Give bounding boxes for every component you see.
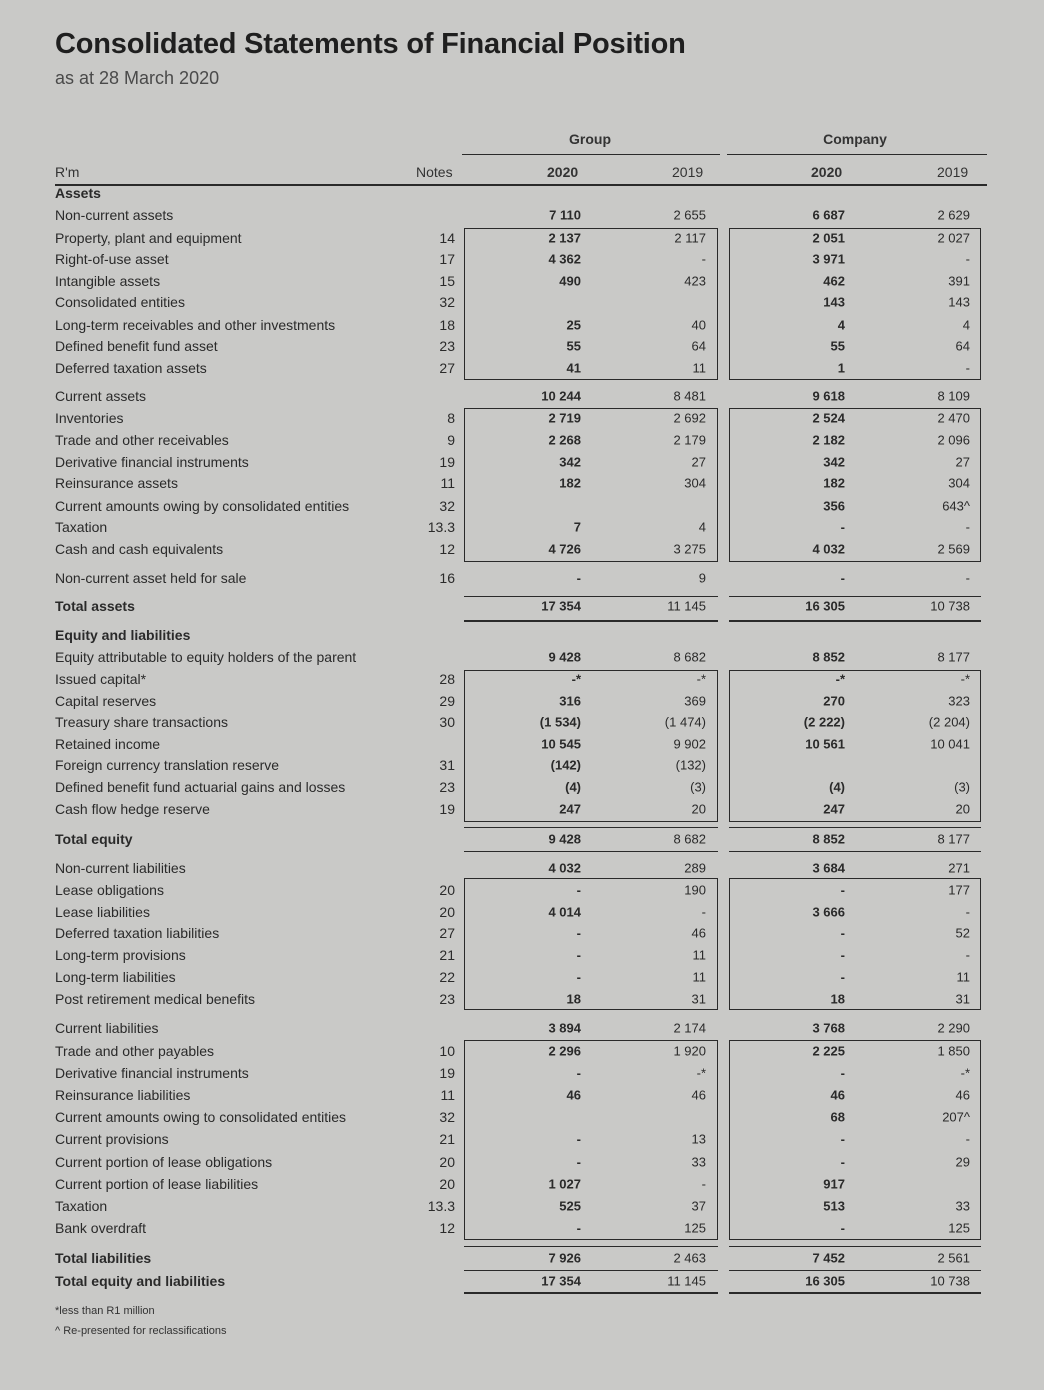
row-note: 20 <box>439 882 455 898</box>
year-header-company-2020: 2020 <box>811 164 843 180</box>
row-label: Treasury share transactions <box>55 714 228 730</box>
row-value-company-2020: 143 <box>823 294 845 310</box>
row-value-group-2020: 490 <box>559 273 581 289</box>
currency-label: R'm <box>55 164 80 180</box>
row-label: Current liabilities <box>55 1020 159 1036</box>
row-note: 20 <box>439 1154 455 1170</box>
row-value-group-2020: 3 894 <box>548 1020 581 1036</box>
row-value-group-2019: 369 <box>684 693 706 709</box>
row-value-company-2019: -* <box>960 671 970 687</box>
row-value-group-2020: 342 <box>559 454 581 470</box>
row-label: Reinsurance assets <box>55 475 178 491</box>
row-value-company-2020: - <box>840 882 845 898</box>
row-value-group-2019: (132) <box>675 757 706 773</box>
year-header-group-2019: 2019 <box>672 164 704 180</box>
row-note: 19 <box>439 454 455 470</box>
subtotal-box <box>464 228 718 380</box>
row-label: Consolidated entities <box>55 294 185 310</box>
row-label: Issued capital* <box>55 671 147 687</box>
total-rule <box>464 851 718 852</box>
row-label: Current assets <box>55 388 147 404</box>
row-label: Inventories <box>55 410 124 426</box>
row-value-company-2020: - <box>840 1154 845 1170</box>
row-label: Taxation <box>55 519 108 535</box>
row-value-group-2019: 27 <box>691 454 706 470</box>
row-value-group-2020: (1 534) <box>539 714 581 730</box>
row-note: 8 <box>447 410 455 426</box>
total-rule <box>464 1292 718 1294</box>
row-value-company-2019: 304 <box>948 475 970 491</box>
row-value-group-2019: 9 <box>698 570 706 586</box>
page-subtitle: as at 28 March 2020 <box>55 68 220 88</box>
row-value-company-2020: 3 768 <box>812 1020 845 1036</box>
row-value-group-2019: 46 <box>691 925 706 941</box>
row-value-group-2019: 1 920 <box>673 1043 706 1059</box>
row-value-company-2019: - <box>965 251 970 267</box>
total-rule <box>729 827 981 828</box>
row-value-company-2020: 2 051 <box>812 230 845 246</box>
row-value-company-2019: (2 204) <box>928 714 970 730</box>
row-value-company-2020: 10 561 <box>805 736 845 752</box>
row-value-company-2019: 46 <box>955 1087 970 1103</box>
subtotal-box <box>464 1040 718 1240</box>
row-value-group-2019: 20 <box>691 801 706 817</box>
total-rule <box>464 1246 718 1247</box>
row-note: 23 <box>439 991 455 1007</box>
row-value-company-2019: - <box>965 1131 970 1147</box>
row-note: 18 <box>439 317 455 333</box>
row-value-company-2019: 33 <box>955 1198 970 1214</box>
row-value-group-2020: 247 <box>559 801 581 817</box>
row-note: 12 <box>439 541 455 557</box>
row-value-company-2020: 4 032 <box>812 541 845 557</box>
row-value-company-2020: - <box>840 947 845 963</box>
row-value-company-2019: 643^ <box>942 498 970 514</box>
total-rule <box>729 1270 981 1271</box>
row-value-group-2020: 9 428 <box>548 649 581 665</box>
row-value-company-2020: 55 <box>830 338 845 354</box>
row-label: Equity attributable to equity holders of the parent <box>55 649 357 665</box>
row-value-group-2019: -* <box>696 671 706 687</box>
row-value-company-2020: 342 <box>823 454 845 470</box>
row-value-company-2019: 143 <box>948 294 970 310</box>
row-label: Current portion of lease liabilities <box>55 1176 259 1192</box>
row-value-group-2020: 10 244 <box>541 388 581 404</box>
row-label: Total equity <box>55 831 133 847</box>
row-label: Total liabilities <box>55 1250 152 1266</box>
row-value-group-2020: 4 032 <box>548 860 581 876</box>
row-value-group-2019: 2 179 <box>673 432 706 448</box>
row-value-group-2019: 13 <box>691 1131 706 1147</box>
row-value-company-2019: - <box>965 947 970 963</box>
row-label: Total equity and liabilities <box>55 1273 226 1289</box>
subtotal-box <box>464 670 718 822</box>
row-value-company-2020: 16 305 <box>805 598 845 614</box>
row-label: Deferred taxation assets <box>55 360 207 376</box>
row-note: 15 <box>439 273 455 289</box>
row-label: Non-current liabilities <box>55 860 186 876</box>
row-value-group-2020: - <box>576 925 581 941</box>
row-value-company-2019: 391 <box>948 273 970 289</box>
row-value-company-2020: (4) <box>829 779 845 795</box>
row-value-company-2019: 31 <box>955 991 970 1007</box>
group-header: Group <box>569 131 611 147</box>
row-value-group-2020: -* <box>571 671 581 687</box>
row-value-group-2019: 4 <box>698 519 706 535</box>
row-value-group-2020: 25 <box>566 317 581 333</box>
row-value-company-2019: -* <box>960 1065 970 1081</box>
row-value-group-2019: -* <box>696 1065 706 1081</box>
subtotal-box <box>729 408 981 562</box>
row-value-company-2020: 270 <box>823 693 845 709</box>
row-value-company-2020: 7 452 <box>812 1250 845 1266</box>
row-value-company-2019: 2 470 <box>937 410 970 426</box>
row-value-group-2020: 2 719 <box>548 410 581 426</box>
row-note: 23 <box>439 779 455 795</box>
row-value-company-2019: 10 738 <box>930 598 970 614</box>
row-value-company-2019: 1 850 <box>937 1043 970 1059</box>
row-note: 13.3 <box>427 1198 455 1214</box>
row-value-group-2020: - <box>576 947 581 963</box>
row-value-company-2020: 2 524 <box>812 410 845 426</box>
row-value-company-2020: - <box>840 925 845 941</box>
row-label: Bank overdraft <box>55 1220 147 1236</box>
row-label: Defined benefit fund asset <box>55 338 218 354</box>
row-value-group-2019: 8 682 <box>673 831 706 847</box>
subtotal-box <box>729 1040 981 1240</box>
row-value-group-2019: 11 <box>692 947 706 963</box>
subtotal-box <box>464 408 718 562</box>
year-header-group-2020: 2020 <box>547 164 579 180</box>
row-value-group-2019: 2 655 <box>673 207 706 223</box>
row-value-company-2020: 513 <box>823 1198 845 1214</box>
row-value-group-2020: 17 354 <box>541 1273 581 1289</box>
total-rule <box>729 1292 981 1294</box>
row-note: 20 <box>439 1176 455 1192</box>
row-value-group-2020: 7 926 <box>548 1250 581 1266</box>
row-value-company-2019: 8 177 <box>937 831 970 847</box>
row-value-company-2020: 3 684 <box>812 860 845 876</box>
row-value-group-2019: 37 <box>691 1198 706 1214</box>
total-rule <box>464 620 718 622</box>
total-rule <box>729 851 981 852</box>
row-value-group-2019: (1 474) <box>664 714 706 730</box>
row-value-company-2019: 29 <box>955 1154 970 1170</box>
row-value-company-2020: 4 <box>837 317 845 333</box>
row-label: Deferred taxation liabilities <box>55 925 220 941</box>
footnote-less-than-million: *less than R1 million <box>55 1305 155 1317</box>
row-note: 31 <box>439 757 455 773</box>
row-value-group-2020: - <box>576 882 581 898</box>
row-value-group-2019: - <box>701 1176 706 1192</box>
row-value-group-2020: 46 <box>566 1087 581 1103</box>
row-note: 11 <box>440 475 455 491</box>
row-value-group-2019: 423 <box>684 273 706 289</box>
row-value-company-2019: 271 <box>948 860 970 876</box>
row-note: 21 <box>439 947 455 963</box>
row-label: Taxation <box>55 1198 108 1214</box>
row-label: Property, plant and equipment <box>55 230 242 246</box>
row-note: 16 <box>439 570 455 586</box>
row-label: Right-of-use asset <box>55 251 169 267</box>
row-value-group-2020: - <box>576 570 581 586</box>
row-value-group-2019: 11 145 <box>667 1273 706 1289</box>
row-value-company-2020: - <box>840 519 845 535</box>
row-value-company-2020: - <box>840 1065 845 1081</box>
row-value-company-2019: - <box>965 360 970 376</box>
row-value-group-2019: (3) <box>690 779 706 795</box>
row-value-company-2020: 46 <box>830 1087 845 1103</box>
row-value-company-2019: (3) <box>954 779 970 795</box>
row-value-company-2019: 11 <box>956 969 970 985</box>
row-value-group-2020: 4 726 <box>548 541 581 557</box>
row-value-group-2020: - <box>576 1065 581 1081</box>
row-note: 21 <box>439 1131 455 1147</box>
row-label: Post retirement medical benefits <box>55 991 255 1007</box>
row-value-group-2020: 55 <box>566 338 581 354</box>
row-label: Foreign currency translation reserve <box>55 757 280 773</box>
row-value-group-2019: 304 <box>684 475 706 491</box>
row-value-company-2020: - <box>840 570 845 586</box>
row-value-company-2019: 2 629 <box>937 207 970 223</box>
row-value-company-2020: 8 852 <box>812 831 845 847</box>
row-value-company-2020: 462 <box>823 273 845 289</box>
row-label: Long-term liabilities <box>55 969 176 985</box>
row-value-company-2019: 52 <box>955 925 970 941</box>
row-note: 32 <box>439 294 455 310</box>
row-value-company-2019: 2 290 <box>937 1020 970 1036</box>
row-label: Equity and liabilities <box>55 627 191 643</box>
row-note: 19 <box>439 1065 455 1081</box>
row-value-group-2019: 31 <box>691 991 706 1007</box>
header-rule <box>55 184 987 186</box>
row-label: Derivative financial instruments <box>55 454 249 470</box>
row-value-group-2019: 9 902 <box>673 736 706 752</box>
row-note: 17 <box>439 251 455 267</box>
row-value-company-2019: 2 027 <box>937 230 970 246</box>
row-value-group-2020: 4 362 <box>548 251 581 267</box>
row-value-group-2020: 182 <box>559 475 581 491</box>
row-value-company-2020: 3 666 <box>812 904 845 920</box>
row-value-company-2019: 20 <box>955 801 970 817</box>
total-rule <box>464 596 718 597</box>
row-value-company-2020: 1 <box>837 360 845 376</box>
row-value-company-2020: - <box>840 969 845 985</box>
row-value-group-2020: 2 268 <box>548 432 581 448</box>
subtotal-box <box>729 228 981 380</box>
row-value-group-2019: 11 <box>692 969 706 985</box>
year-header-company-2019: 2019 <box>937 164 969 180</box>
row-value-company-2019: - <box>965 570 970 586</box>
row-note: 30 <box>439 714 455 730</box>
row-value-company-2019: 10 041 <box>930 736 970 752</box>
row-label: Current provisions <box>55 1131 169 1147</box>
row-value-group-2020: 2 137 <box>548 230 581 246</box>
row-value-company-2019: 2 561 <box>937 1250 970 1266</box>
row-note: 32 <box>439 498 455 514</box>
row-value-company-2020: 182 <box>823 475 845 491</box>
row-value-company-2020: (2 222) <box>803 714 845 730</box>
row-note: 9 <box>447 432 455 448</box>
company-underline <box>727 154 987 155</box>
row-label: Long-term provisions <box>55 947 186 963</box>
row-value-group-2020: 4 014 <box>548 904 581 920</box>
row-value-group-2019: 190 <box>684 882 706 898</box>
row-value-group-2019: 2 463 <box>673 1250 706 1266</box>
total-rule <box>729 620 981 622</box>
total-rule <box>729 1246 981 1247</box>
row-label: Current amounts owing by consolidated entities <box>55 498 350 514</box>
row-value-group-2019: 3 275 <box>673 541 706 557</box>
row-label: Total assets <box>55 598 135 614</box>
row-label: Current portion of lease obligations <box>55 1154 273 1170</box>
notes-header: Notes <box>416 164 453 180</box>
row-value-company-2019: 2 569 <box>937 541 970 557</box>
row-label: Non-current assets <box>55 207 174 223</box>
row-note: 13.3 <box>427 519 455 535</box>
row-label: Long-term receivables and other investments <box>55 317 336 333</box>
row-label: Cash and cash equivalents <box>55 541 224 557</box>
subtotal-box <box>729 670 981 822</box>
row-value-group-2020: 2 296 <box>548 1043 581 1059</box>
row-label: Non-current asset held for sale <box>55 570 247 586</box>
row-value-company-2019: 8 177 <box>937 649 970 665</box>
row-value-company-2019: 27 <box>955 454 970 470</box>
row-label: Current amounts owing to consolidated entities <box>55 1109 347 1125</box>
row-value-company-2020: -* <box>835 671 845 687</box>
row-note: 11 <box>440 1087 455 1103</box>
row-note: 29 <box>439 693 455 709</box>
subtotal-box <box>464 878 718 1010</box>
row-value-group-2020: 7 110 <box>549 207 581 223</box>
row-value-group-2019: 2 117 <box>674 230 706 246</box>
row-value-group-2020: 525 <box>559 1198 581 1214</box>
row-value-group-2019: 64 <box>691 338 706 354</box>
row-value-group-2020: (4) <box>565 779 581 795</box>
row-value-company-2019: - <box>965 519 970 535</box>
row-value-company-2019: 323 <box>948 693 970 709</box>
row-value-group-2019: 8 682 <box>673 649 706 665</box>
row-value-company-2020: 16 305 <box>805 1273 845 1289</box>
row-note: 27 <box>439 360 455 376</box>
row-value-group-2020: 10 545 <box>541 736 581 752</box>
row-value-company-2020: 9 618 <box>812 388 845 404</box>
row-value-company-2020: 917 <box>823 1176 845 1192</box>
row-value-group-2019: 11 <box>692 360 706 376</box>
row-value-company-2019: 8 109 <box>937 388 970 404</box>
row-value-group-2020: 1 027 <box>548 1176 581 1192</box>
row-label: Lease obligations <box>55 882 164 898</box>
row-label: Derivative financial instruments <box>55 1065 249 1081</box>
row-value-company-2019: - <box>965 904 970 920</box>
row-value-group-2020: 18 <box>566 991 581 1007</box>
total-rule <box>464 827 718 828</box>
row-value-group-2019: 33 <box>691 1154 706 1170</box>
row-value-company-2020: - <box>840 1220 845 1236</box>
row-label: Lease liabilities <box>55 904 150 920</box>
row-value-group-2020: 9 428 <box>548 831 581 847</box>
row-label: Defined benefit fund actuarial gains and losses <box>55 779 346 795</box>
row-label: Retained income <box>55 736 161 752</box>
row-value-group-2019: 46 <box>691 1087 706 1103</box>
row-value-company-2020: - <box>840 1131 845 1147</box>
row-label: Trade and other receivables <box>55 432 229 448</box>
row-value-group-2019: 2 692 <box>673 410 706 426</box>
row-value-company-2020: 2 182 <box>812 432 845 448</box>
subtotal-box <box>729 878 981 1010</box>
row-value-group-2020: 316 <box>559 693 581 709</box>
total-rule <box>729 596 981 597</box>
row-note: 23 <box>439 338 455 354</box>
row-note: 19 <box>439 801 455 817</box>
row-value-company-2019: 4 <box>962 317 970 333</box>
company-header: Company <box>823 131 887 147</box>
row-value-group-2020: - <box>576 1220 581 1236</box>
row-label: Capital reserves <box>55 693 157 709</box>
row-value-company-2019: 177 <box>948 882 970 898</box>
row-value-group-2019: 125 <box>684 1220 706 1236</box>
row-note: 20 <box>439 904 455 920</box>
page-title: Consolidated Statements of Financial Position <box>55 28 686 60</box>
row-value-company-2020: 2 225 <box>812 1043 845 1059</box>
row-value-group-2019: 11 145 <box>667 598 706 614</box>
row-value-group-2019: 289 <box>684 860 706 876</box>
row-note: 10 <box>439 1043 455 1059</box>
row-value-group-2020: 7 <box>573 519 581 535</box>
row-value-group-2019: 2 174 <box>673 1020 706 1036</box>
row-value-company-2020: 18 <box>830 991 845 1007</box>
row-value-group-2020: - <box>576 969 581 985</box>
row-label: Assets <box>55 185 101 201</box>
row-note: 28 <box>439 671 455 687</box>
row-note: 14 <box>439 230 455 246</box>
group-underline <box>462 154 720 155</box>
row-value-company-2020: 3 971 <box>812 251 845 267</box>
row-label: Cash flow hedge reserve <box>55 801 210 817</box>
row-label: Intangible assets <box>55 273 161 289</box>
row-label: Trade and other payables <box>55 1043 215 1059</box>
row-value-group-2019: - <box>701 904 706 920</box>
row-value-company-2019: 64 <box>955 338 970 354</box>
row-label: Reinsurance liabilities <box>55 1087 191 1103</box>
row-value-group-2020: - <box>576 1131 581 1147</box>
footnote-represented: ^ Re-presented for reclassifications <box>55 1325 227 1337</box>
row-value-company-2020: 247 <box>823 801 845 817</box>
row-value-company-2019: 207^ <box>942 1109 970 1125</box>
row-value-company-2020: 68 <box>830 1109 845 1125</box>
row-value-group-2020: - <box>576 1154 581 1170</box>
row-value-group-2020: (142) <box>550 757 581 773</box>
row-note: 22 <box>439 969 455 985</box>
row-value-group-2019: 40 <box>691 317 706 333</box>
row-value-company-2019: 10 738 <box>930 1273 970 1289</box>
row-value-company-2020: 6 687 <box>812 207 845 223</box>
total-rule <box>464 1270 718 1271</box>
row-value-group-2020: 17 354 <box>541 598 581 614</box>
row-value-group-2019: - <box>701 251 706 267</box>
row-note: 32 <box>439 1109 455 1125</box>
row-value-group-2019: 8 481 <box>673 388 706 404</box>
row-value-company-2020: 8 852 <box>812 649 845 665</box>
row-value-group-2020: 41 <box>566 360 581 376</box>
row-note: 12 <box>439 1220 455 1236</box>
row-value-company-2019: 2 096 <box>937 432 970 448</box>
row-value-company-2020: 356 <box>823 498 845 514</box>
row-value-company-2019: 125 <box>948 1220 970 1236</box>
row-note: 27 <box>439 925 455 941</box>
